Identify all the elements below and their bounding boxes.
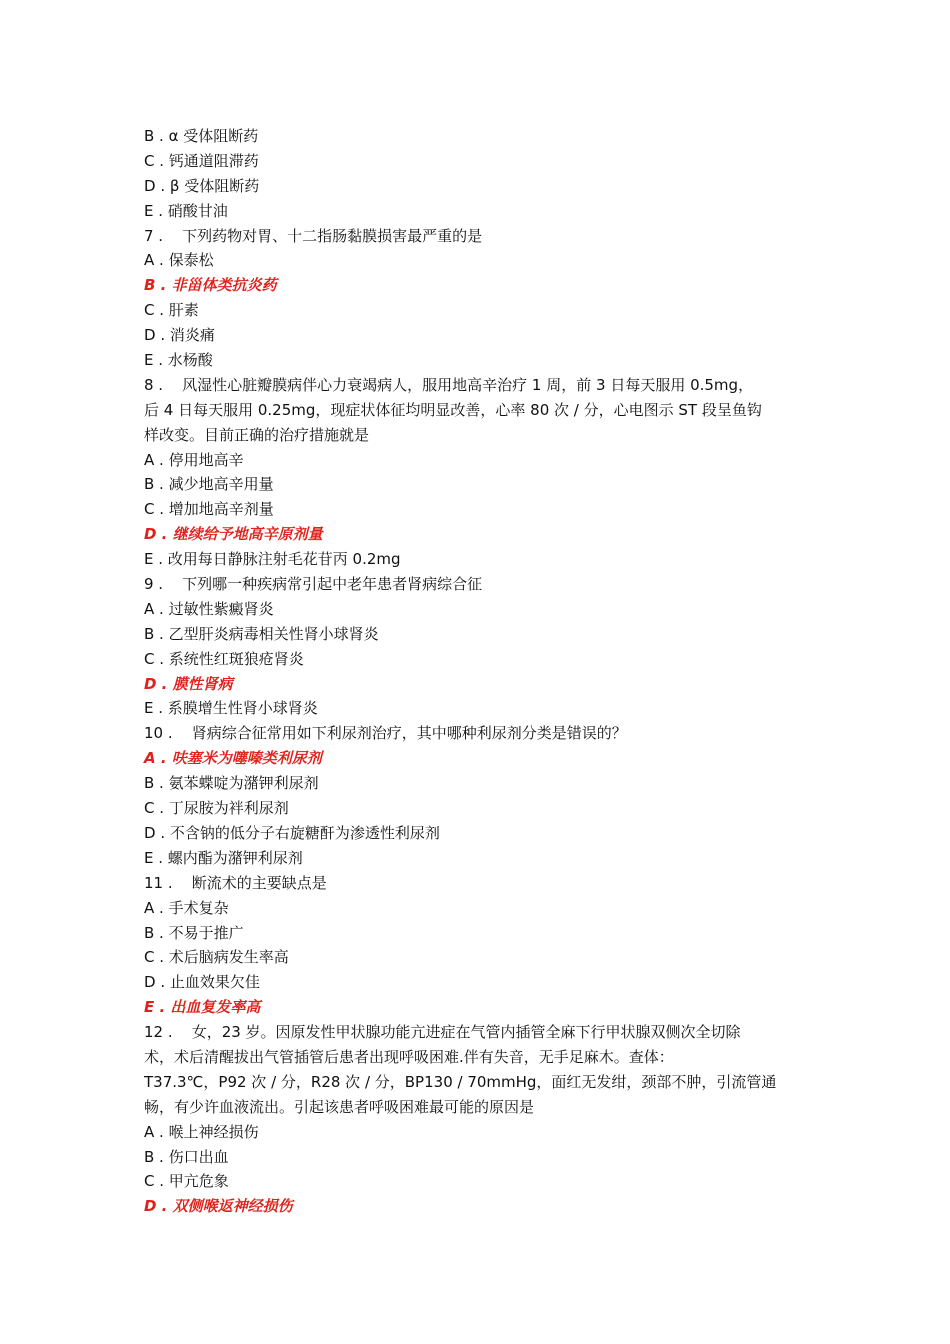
option-q9-e: E . 系膜增生性肾小球肾炎 bbox=[144, 699, 318, 718]
question-8-stem-line3: 样改变。目前正确的治疗措施就是 bbox=[144, 425, 370, 444]
option-q7-a: A . 保泰松 bbox=[144, 251, 214, 270]
question-7-stem: 7 . 下列药物对胃、十二指肠黏膜损害最严重的是 bbox=[144, 226, 483, 245]
option-q10-c: C . 丁尿胺为袢利尿剂 bbox=[144, 799, 289, 818]
option-q9-c: C . 系统性红斑狼疮肾炎 bbox=[144, 649, 304, 668]
option-q11-b: B . 不易于推广 bbox=[144, 923, 244, 942]
option-q9-d-correct: D . 膜性肾病 bbox=[144, 674, 233, 693]
question-11-stem: 11 . 断流术的主要缺点是 bbox=[144, 873, 327, 892]
option-q6-e: E . 硝酸甘油 bbox=[144, 201, 228, 220]
question-12-stem-line4: 畅，有少许血液流出。引起该患者呼吸困难最可能的原因是 bbox=[144, 1097, 535, 1116]
option-q9-b: B . 乙型肝炎病毒相关性肾小球肾炎 bbox=[144, 624, 379, 643]
option-q6-d: D . β 受体阻断药 bbox=[144, 176, 260, 195]
option-q11-a: A . 手术复杂 bbox=[144, 898, 229, 917]
option-q8-d-correct: D . 继续给予地高辛原剂量 bbox=[144, 525, 323, 544]
option-q12-c: C . 甲亢危象 bbox=[144, 1172, 229, 1191]
option-q11-d: D . 止血效果欠佳 bbox=[144, 973, 260, 992]
option-q12-d-correct: D . 双侧喉返神经损伤 bbox=[144, 1197, 293, 1216]
option-q9-a: A . 过敏性紫癜肾炎 bbox=[144, 599, 274, 618]
option-q6-c: C . 钙通道阻滞药 bbox=[144, 151, 259, 170]
option-q8-b: B . 减少地高辛用量 bbox=[144, 475, 274, 494]
question-document bbox=[144, 124, 808, 1219]
question-12-stem-line2: 术，术后清醒拔出气管插管后患者出现呼吸困难.伴有失音，无手足麻木。查体： bbox=[144, 1047, 674, 1066]
option-q8-c: C . 增加地高辛剂量 bbox=[144, 500, 274, 519]
question-12-stem-line3: T37.3℃，P92 次 / 分，R28 次 / 分，BP130 / 70mmHg，面红无发绀，颈部不肿，引流管通 bbox=[144, 1072, 777, 1091]
question-10-stem: 10 . 肾病综合征常用如下利尿剂治疗，其中哪种利尿剂分类是错误的？ bbox=[144, 724, 627, 743]
option-q6-b: B . α 受体阻断药 bbox=[144, 127, 259, 145]
option-q10-a-correct: A . 呋塞米为噻嗪类利尿剂 bbox=[144, 749, 322, 768]
option-q12-b: B . 伤口出血 bbox=[144, 1147, 229, 1166]
option-q8-e: E . 改用每日静脉注射毛花苷丙 0.2mg bbox=[144, 550, 401, 569]
option-q10-b: B . 氨苯蝶啶为潴钾利尿剂 bbox=[144, 774, 319, 793]
option-q7-e: E . 水杨酸 bbox=[144, 351, 213, 370]
option-q10-e: E . 螺内酯为潴钾利尿剂 bbox=[144, 848, 303, 867]
option-q11-e-correct: E . 出血复发率高 bbox=[144, 998, 261, 1017]
option-q7-d: D . 消炎痛 bbox=[144, 326, 215, 345]
option-q7-b-correct: B . 非甾体类抗炎药 bbox=[144, 276, 277, 295]
option-q12-a: A . 喉上神经损伤 bbox=[144, 1122, 259, 1141]
option-q7-c: C . 肝素 bbox=[144, 301, 199, 320]
option-q8-a: A . 停用地高辛 bbox=[144, 450, 244, 469]
option-q10-d: D . 不含钠的低分子右旋糖酐为渗透性利尿剂 bbox=[144, 823, 440, 842]
question-9-stem: 9 . 下列哪一种疾病常引起中老年患者肾病综合征 bbox=[144, 575, 483, 594]
question-8-stem-line2: 后 4 日每天服用 0.25mg，现症状体征均明显改善，心率 80 次 / 分，心电图示 ST 段呈鱼钩 bbox=[144, 400, 762, 419]
question-8-stem-line1: 8 . 风湿性心脏瓣膜病伴心力衰竭病人，服用地高辛治疗 1 周，前 3 日每天服用 0.5mg， bbox=[144, 375, 754, 394]
question-12-stem-line1: 12 . 女，23 岁。因原发性甲状腺功能亢进症在气管内插管全麻下行甲状腺双侧次全切除 bbox=[144, 1023, 741, 1042]
option-q11-c: C . 术后脑病发生率高 bbox=[144, 948, 289, 967]
